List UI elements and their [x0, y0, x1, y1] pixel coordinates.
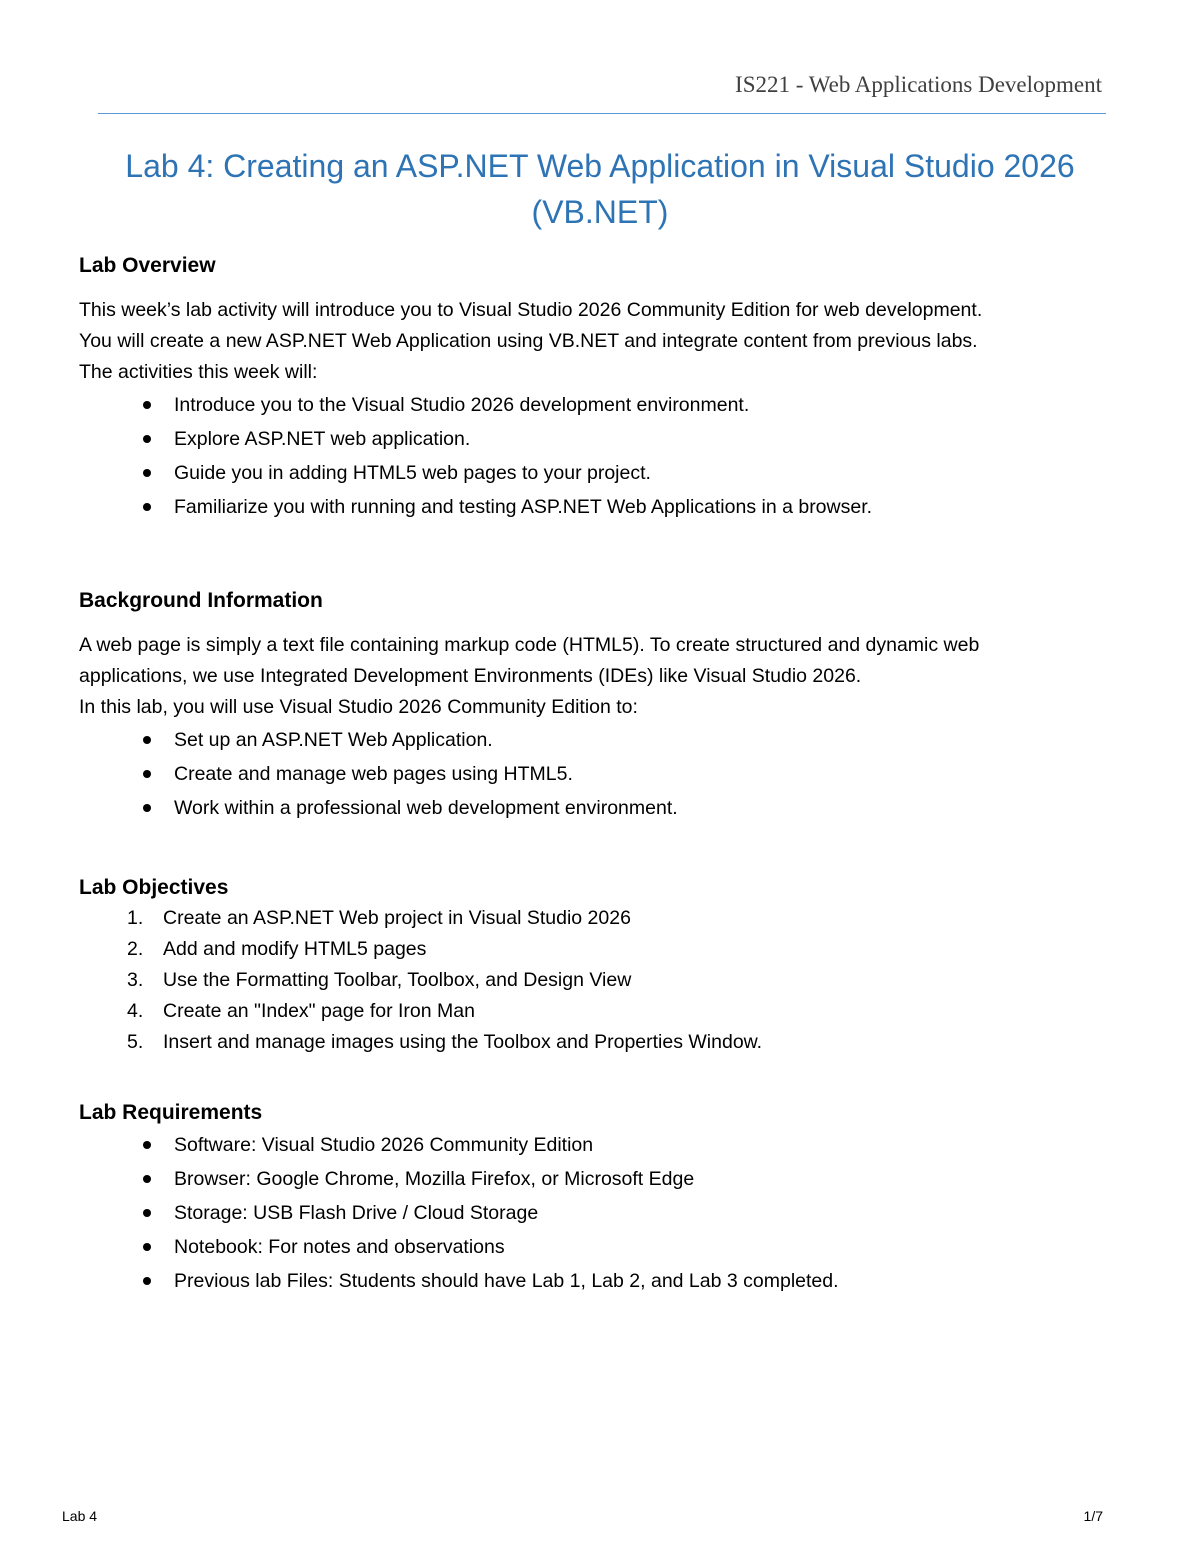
list-item: Create and manage web pages using HTML5. [79, 757, 1119, 791]
section-lab-objectives [79, 873, 1119, 1058]
document-body [79, 251, 1119, 1298]
bullet-list [79, 723, 1119, 825]
bullet-icon [143, 1141, 151, 1149]
bullet-icon [143, 1209, 151, 1217]
list-item: 2. Add and modify HTML5 pages [127, 938, 427, 960]
paragraph-line: You will create a new ASP.NET Web Application using VB.NET and integrate content from previous labs. [79, 330, 978, 352]
title-line-1: Lab 4: Creating an ASP.NET Web Application in Visual Studio 2026 [125, 148, 1075, 184]
paragraph-line: A web page is simply a text file containing markup code (HTML5). To create structured and dynamic web [79, 634, 980, 656]
paragraph-line: This week’s lab activity will introduce you to Visual Studio 2026 Community Edition for web development. [79, 299, 983, 321]
page-header-course: IS221 - Web Applications Development [735, 72, 1102, 97]
list-item: Software: Visual Studio 2026 Community Edition [79, 1128, 1119, 1162]
header-divider [98, 113, 1106, 114]
section-lab-requirements [79, 1098, 1119, 1298]
list-item: 1. Create an ASP.NET Web project in Visual Studio 2026 [127, 907, 631, 929]
list-item: 4. Create an "Index" page for Iron Man [127, 1000, 475, 1022]
footer-lab-label: Lab 4 [62, 1508, 98, 1524]
paragraph-line: applications, we use Integrated Development Environments (IDEs) like Visual Studio 2026. [79, 665, 862, 687]
list-item: Explore ASP.NET web application. [79, 422, 1119, 456]
bullet-list [79, 388, 1119, 524]
section-heading: Background Information [79, 589, 323, 612]
list-item: Work within a professional web development environment. [79, 791, 1119, 825]
bullet-icon [143, 1175, 151, 1183]
bullet-icon [143, 1277, 151, 1285]
list-item: Notebook: For notes and observations [79, 1230, 1119, 1264]
section-heading: Lab Overview [79, 254, 216, 277]
bullet-icon [143, 469, 151, 477]
paragraph-line: The activities this week will: [79, 361, 318, 383]
list-item: Guide you in adding HTML5 web pages to your project. [79, 456, 1119, 490]
bullet-icon [143, 804, 151, 812]
bullet-icon [143, 503, 151, 511]
paragraph-line: In this lab, you will use Visual Studio 2026 Community Edition to: [79, 696, 638, 718]
list-item: Storage: USB Flash Drive / Cloud Storage [79, 1196, 1119, 1230]
list-item: 5. Insert and manage images using the Toolbox and Properties Window. [127, 1031, 763, 1053]
list-item: 3. Use the Formatting Toolbar, Toolbox, and Design View [127, 969, 632, 991]
list-item: Familiarize you with running and testing ASP.NET Web Applications in a browser. [79, 490, 1119, 524]
bullet-icon [143, 736, 151, 744]
document-title [80, 143, 1120, 235]
title-line-2: (VB.NET) [531, 194, 669, 230]
list-item: Browser: Google Chrome, Mozilla Firefox, or Microsoft Edge [79, 1162, 1119, 1196]
section-background-information [79, 586, 1119, 825]
bullet-icon [143, 401, 151, 409]
bullet-list [79, 1128, 1119, 1298]
numbered-list [79, 903, 1119, 1058]
bullet-icon [143, 1243, 151, 1251]
list-item: Previous lab Files: Students should have Lab 1, Lab 2, and Lab 3 completed. [79, 1264, 1119, 1298]
section-heading: Lab Objectives [79, 876, 229, 899]
list-item: Set up an ASP.NET Web Application. [79, 723, 1119, 757]
list-item: Introduce you to the Visual Studio 2026 development environment. [79, 388, 1119, 422]
bullet-icon [143, 435, 151, 443]
footer-page-number: 1/7 [1083, 1508, 1103, 1524]
section-heading: Lab Requirements [79, 1101, 263, 1124]
bullet-icon [143, 770, 151, 778]
section-lab-overview [79, 251, 1119, 524]
